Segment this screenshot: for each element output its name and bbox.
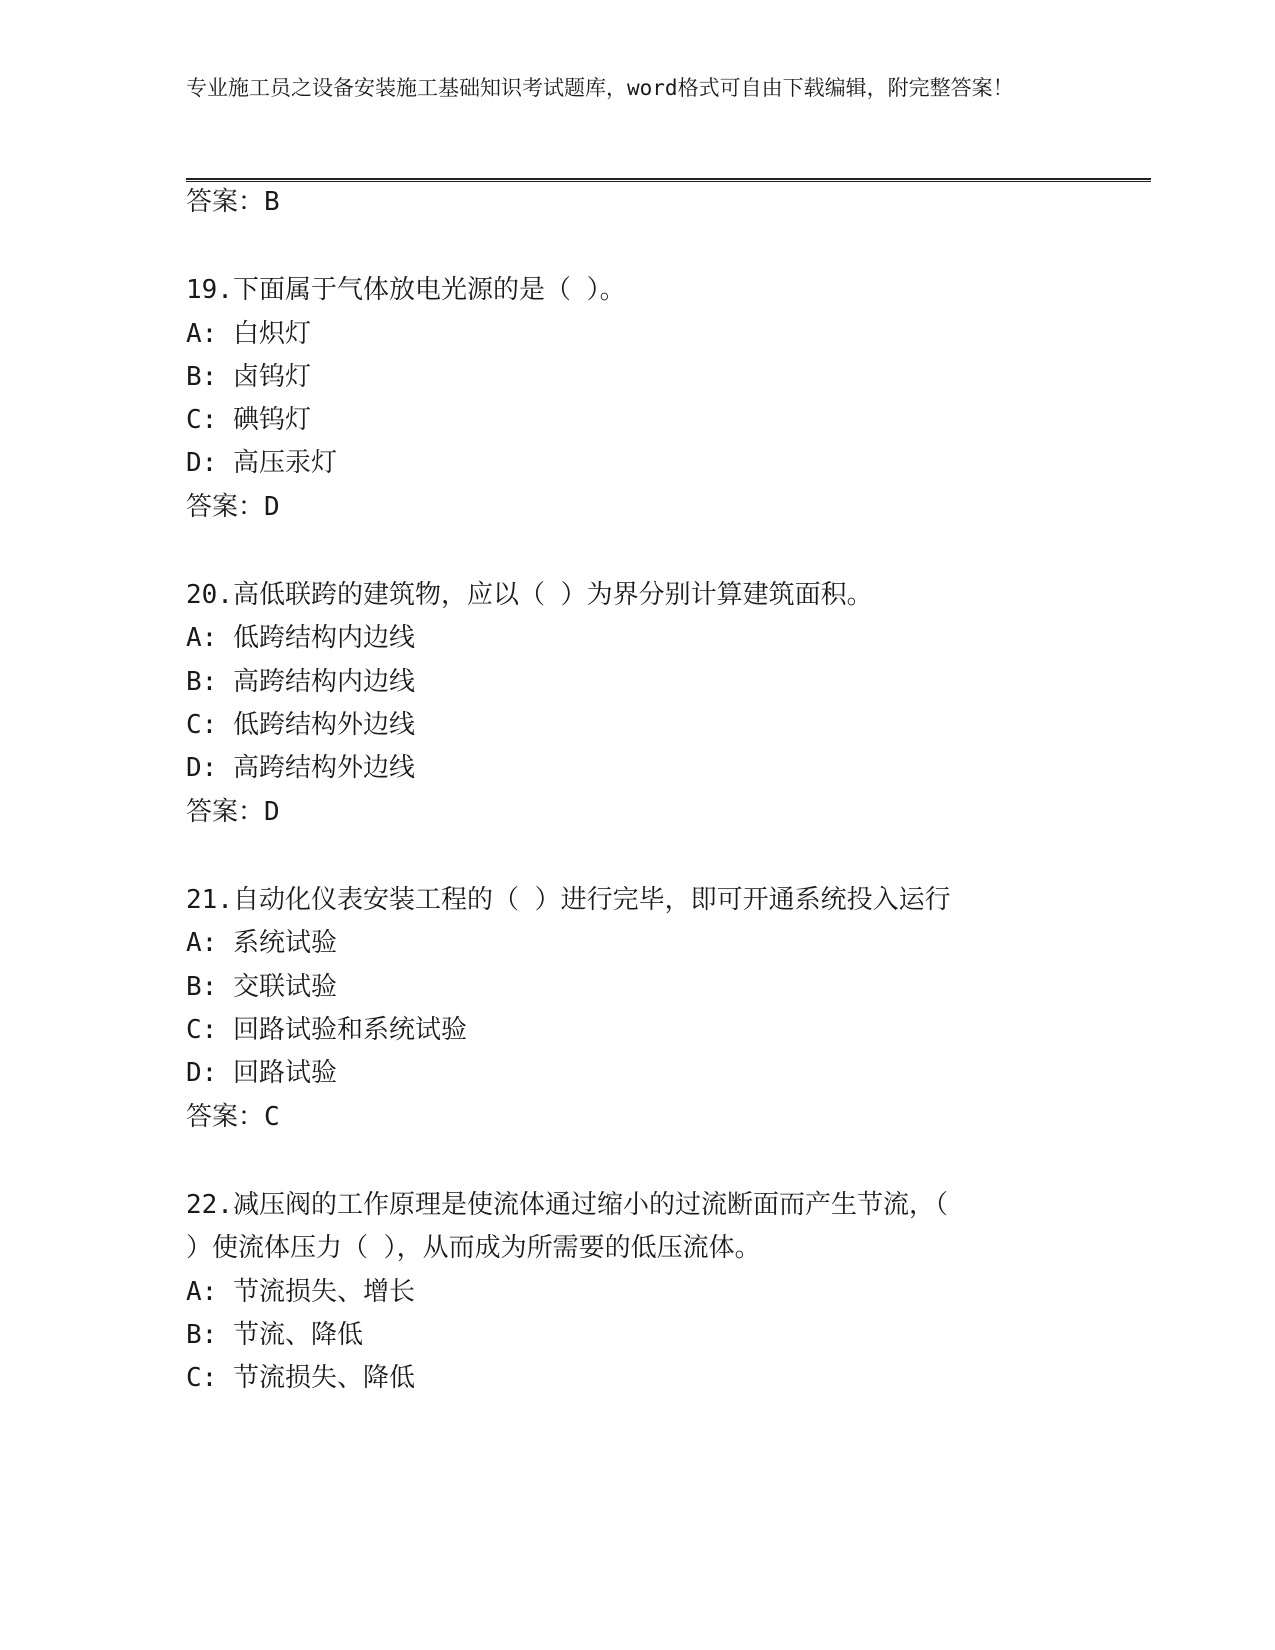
question-19-option-c: C: 碘钨灯: [186, 405, 311, 435]
question-22-option-c: C: 节流损失、降低: [186, 1363, 415, 1393]
question-20-option-d: D: 高跨结构外边线: [186, 753, 415, 783]
question-20-option-a: A: 低跨结构内边线: [186, 623, 415, 653]
question-22-option-a: A: 节流损失、增长: [186, 1277, 415, 1307]
question-20-stem: 20.高低联跨的建筑物，应以（ ）为界分别计算建筑面积。: [186, 580, 873, 610]
answer-18: 答案：B: [186, 187, 280, 217]
question-19-stem: 19.下面属于气体放电光源的是（ ）。: [186, 275, 626, 305]
question-20-option-c: C: 低跨结构外边线: [186, 710, 415, 740]
question-21-answer: 答案：C: [186, 1102, 280, 1132]
question-20-answer: 答案：D: [186, 797, 280, 827]
document-header: 专业施工员之设备安装施工基础知识考试题库，word格式可自由下载编辑，附完整答案！: [186, 76, 1014, 100]
question-22-option-b: B: 节流、降低: [186, 1320, 363, 1350]
question-19-option-d: D: 高压汞灯: [186, 448, 337, 478]
question-22-stem-line-1: 22.减压阀的工作原理是使流体通过缩小的过流断面而产生节流，（: [186, 1190, 948, 1220]
question-21-option-c: C: 回路试验和系统试验: [186, 1015, 467, 1045]
document-page: [186, 0, 1151, 1650]
question-22-stem-line-2: ）使流体压力（ ），从而成为所需要的低压流体。: [186, 1233, 761, 1263]
question-19-answer: 答案：D: [186, 492, 280, 522]
question-19-option-a: A: 白炽灯: [186, 319, 311, 349]
question-21-stem: 21.自动化仪表安装工程的（ ）进行完毕，即可开通系统投入运行: [186, 885, 951, 915]
question-19-option-b: B: 卤钨灯: [186, 362, 311, 392]
question-21-option-b: B: 交联试验: [186, 972, 337, 1002]
question-21-option-d: D: 回路试验: [186, 1058, 337, 1088]
question-21-option-a: A: 系统试验: [186, 928, 337, 958]
question-20-option-b: B: 高跨结构内边线: [186, 667, 415, 697]
header-divider: [186, 178, 1151, 182]
